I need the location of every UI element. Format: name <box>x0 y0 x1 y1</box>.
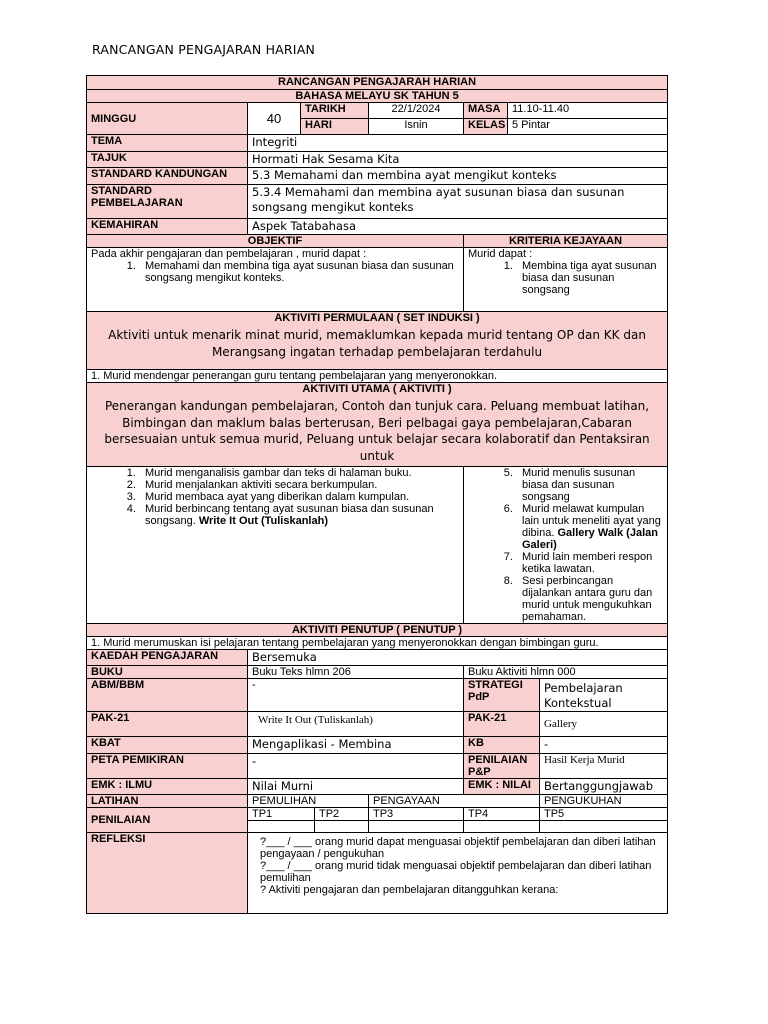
penutup-step: 1. Murid merumuskan isi pelajaran tentang pembelajaran yang menyeronokkan dengan bimbingan guru. <box>87 637 668 650</box>
activity-item-text: Murid lain memberi respon ketika lawatan. <box>522 551 653 575</box>
kriteria-heading: KRITERIA KEJAYAAN <box>464 235 668 248</box>
activity-item <box>516 575 663 623</box>
tp2-mark[interactable] <box>315 821 369 833</box>
peta-pemikiran-value: - <box>248 754 464 779</box>
penilaian-pp-label: PENILAIAN P&P <box>464 754 540 779</box>
buku-aktiviti-value: Buku Aktiviti hlmn 000 <box>464 666 668 679</box>
activity-item-strategy: Gallery Walk (Jalan Galeri) <box>522 527 658 551</box>
plan-header-subject: BAHASA MELAYU SK TAHUN 5 <box>87 90 668 103</box>
kriteria-content <box>464 248 668 312</box>
refleksi-content <box>248 833 668 914</box>
kemahiran-value: Aspek Tatabahasa <box>248 219 668 235</box>
permulaan-section <box>87 312 668 370</box>
hari-value: Isnin <box>369 119 464 135</box>
activity-item-text: Murid menganalisis gambar dan teks di halaman buku. <box>145 467 412 479</box>
pak21-right-value: Gallery <box>540 712 668 737</box>
standard-pembelajaran-value: 5.3.4 Memahami dan membina ayat susunan biasa dan susunan songsang mengikut konteks <box>248 185 668 219</box>
tp1-cell: TP1 <box>248 808 315 821</box>
pak21-left-value: Write It Out (Tuliskanlah) <box>248 712 464 737</box>
tarikh-value: 22/1/2024 <box>369 103 464 119</box>
minggu-value: 40 <box>248 103 301 135</box>
latihan-pemulihan: PEMULIHAN <box>248 795 369 808</box>
utama-right-content <box>464 467 668 624</box>
permulaan-step: 1. Murid mendengar penerangan guru tentang pembelajaran yang menyeronokkan. <box>87 370 668 383</box>
kb-label: KB <box>464 737 540 754</box>
latihan-pengayaan: PENGAYAAN <box>369 795 540 808</box>
activity-item <box>139 479 459 491</box>
kaedah-label: KAEDAH PENGAJARAN <box>87 650 248 666</box>
kbat-label: KBAT <box>87 737 248 754</box>
permulaan-description: Aktiviti untuk menarik minat murid, memaklumkan kepada murid tentang OP dan KK dan Merangsang ingatan terhadap pembelajaran terdahulu <box>108 328 646 359</box>
minggu-label: MINGGU <box>87 103 248 135</box>
masa-label: MASA <box>464 103 508 119</box>
activity-item-text: Murid berbincang tentang ayat susunan biasa dan susunan songsang. <box>145 503 434 527</box>
tp4-cell: TP4 <box>464 808 540 821</box>
activity-item-text: Murid melawat kumpulan lain untuk meneliti ayat yang dibina. <box>522 503 661 539</box>
document-title: RANCANGAN PENGAJARAN HARIAN <box>92 42 315 57</box>
pak21-label: PAK-21 <box>87 712 248 737</box>
objektif-intro: Pada akhir pengajaran dan pembelajaran , murid dapat : <box>91 248 367 260</box>
standard-kandungan-label: STANDARD KANDUNGAN <box>87 168 248 185</box>
kelas-label: KELAS <box>464 119 508 135</box>
strategi-label: STRATEGI PdP <box>464 679 540 712</box>
utama-heading: AKTIVITI UTAMA ( AKTIVITI ) <box>302 383 452 395</box>
activity-item <box>139 491 459 503</box>
utama-left-content <box>87 467 464 624</box>
activity-item-strategy: Write It Out (Tuliskanlah) <box>198 515 328 527</box>
tema-label: TEMA <box>87 135 248 152</box>
kriteria-list <box>468 260 663 296</box>
activity-item <box>516 503 663 551</box>
penutup-heading: AKTIVITI PENUTUP ( PENUTUP ) <box>87 624 668 637</box>
activity-item <box>139 467 459 479</box>
tajuk-label: TAJUK <box>87 152 248 168</box>
utama-section <box>87 383 668 467</box>
kemahiran-label: KEMAHIRAN <box>87 219 248 235</box>
hari-label: HARI <box>301 119 369 135</box>
tp3-cell: TP3 <box>369 808 464 821</box>
kriteria-intro: Murid dapat : <box>468 248 533 260</box>
kriteria-item: 1. Membina tiga ayat susunan biasa dan susunan songsang <box>516 260 663 296</box>
pak21-right-label: PAK-21 <box>464 712 540 737</box>
buku-label: BUKU <box>87 666 248 679</box>
activity-item <box>516 467 663 503</box>
objektif-content <box>87 248 464 312</box>
tp4-mark[interactable] <box>464 821 540 833</box>
kelas-value: 5 Pintar <box>508 119 668 135</box>
emk-nilai-label: EMK : NILAI <box>464 779 540 795</box>
utama-right-list <box>468 467 663 623</box>
emk-ilmu-label: EMK : ILMU <box>87 779 248 795</box>
standard-kandungan-value: 5.3 Memahami dan membina ayat mengikut konteks <box>248 168 668 185</box>
tema-value: Integriti <box>248 135 668 152</box>
activity-item-text: Murid menjalankan aktiviti secara berkumpulan. <box>145 479 378 491</box>
refleksi-line-1: ?___ / ___ orang murid dapat menguasai objektif pembelajaran dan diberi latihan pengayaan / pengukuhan <box>260 836 656 860</box>
objektif-heading: OBJEKTIF <box>87 235 464 248</box>
peta-pemikiran-label: PETA PEMIKIRAN <box>87 754 248 779</box>
utama-left-list <box>91 467 459 527</box>
activity-item <box>516 551 663 575</box>
refleksi-line-3: ? Aktiviti pengajaran dan pembelajaran ditangguhkan kerana: <box>260 884 559 896</box>
tp3-mark[interactable] <box>369 821 464 833</box>
tajuk-value: Hormati Hak Sesama Kita <box>248 152 668 168</box>
tp5-mark[interactable] <box>540 821 668 833</box>
strategi-value: Pembelajaran Kontekstual <box>540 679 668 712</box>
emk-ilmu-value: Nilai Murni <box>248 779 464 795</box>
latihan-label: LATIHAN <box>87 795 248 808</box>
kaedah-value: Bersemuka <box>248 650 668 666</box>
activity-item <box>139 503 459 527</box>
kb-value: - <box>540 737 668 754</box>
emk-nilai-value: Bertanggungjawab <box>540 779 668 795</box>
activity-item-text: Murid menulis susunan biasa dan susunan songsang <box>522 467 636 503</box>
tp5-cell: TP5 <box>540 808 668 821</box>
refleksi-line-2: ?___ / ___ orang murid tidak menguasai objektif pembelajaran dan diberi latihan pemulihan <box>260 860 652 884</box>
permulaan-heading: AKTIVITI PERMULAAN ( SET INDUKSI ) <box>274 312 480 324</box>
latihan-pengukuhan: PENGUKUHAN <box>540 795 668 808</box>
objektif-list <box>91 260 459 284</box>
objektif-item: 1. Memahami dan membina tiga ayat susunan biasa dan susunan songsang mengikut konteks. <box>139 260 459 284</box>
lesson-plan-table <box>86 75 668 914</box>
utama-description: Penerangan kandungan pembelajaran, Contoh dan tunjuk cara. Peluang membuat latihan, Bimbingan dan maklum balas berterusan, Beri pelbagai gaya pembelajaran,Cabaran bersesuaian untuk semua murid, Peluang untuk belajar secara kolaboratif dan Pentaksiran untuk <box>104 399 650 463</box>
activity-item-text: Sesi perbincangan dijalankan antara guru dan murid untuk mengukuhkan pemahaman. <box>522 575 653 623</box>
tp1-mark[interactable] <box>248 821 315 833</box>
abm-label: ABM/BBM <box>87 679 248 712</box>
refleksi-label: REFLEKSI <box>87 833 248 914</box>
penilaian-label: PENILAIAN <box>87 808 248 833</box>
tarikh-label: TARIKH <box>301 103 369 119</box>
masa-value: 11.10-11.40 <box>508 103 668 119</box>
abm-value: - <box>248 679 464 712</box>
kbat-value: Mengaplikasi - Membina <box>248 737 464 754</box>
buku-teks-value: Buku Teks hlmn 206 <box>248 666 464 679</box>
activity-item-text: Murid membaca ayat yang diberikan dalam kumpulan. <box>145 491 410 503</box>
plan-header-title: RANCANGAN PENGAJARAH HARIAN <box>87 76 668 90</box>
tp2-cell: TP2 <box>315 808 369 821</box>
standard-pembelajaran-label: STANDARD PEMBELAJARAN <box>87 185 248 219</box>
penilaian-pp-value: Hasil Kerja Murid <box>540 754 668 779</box>
